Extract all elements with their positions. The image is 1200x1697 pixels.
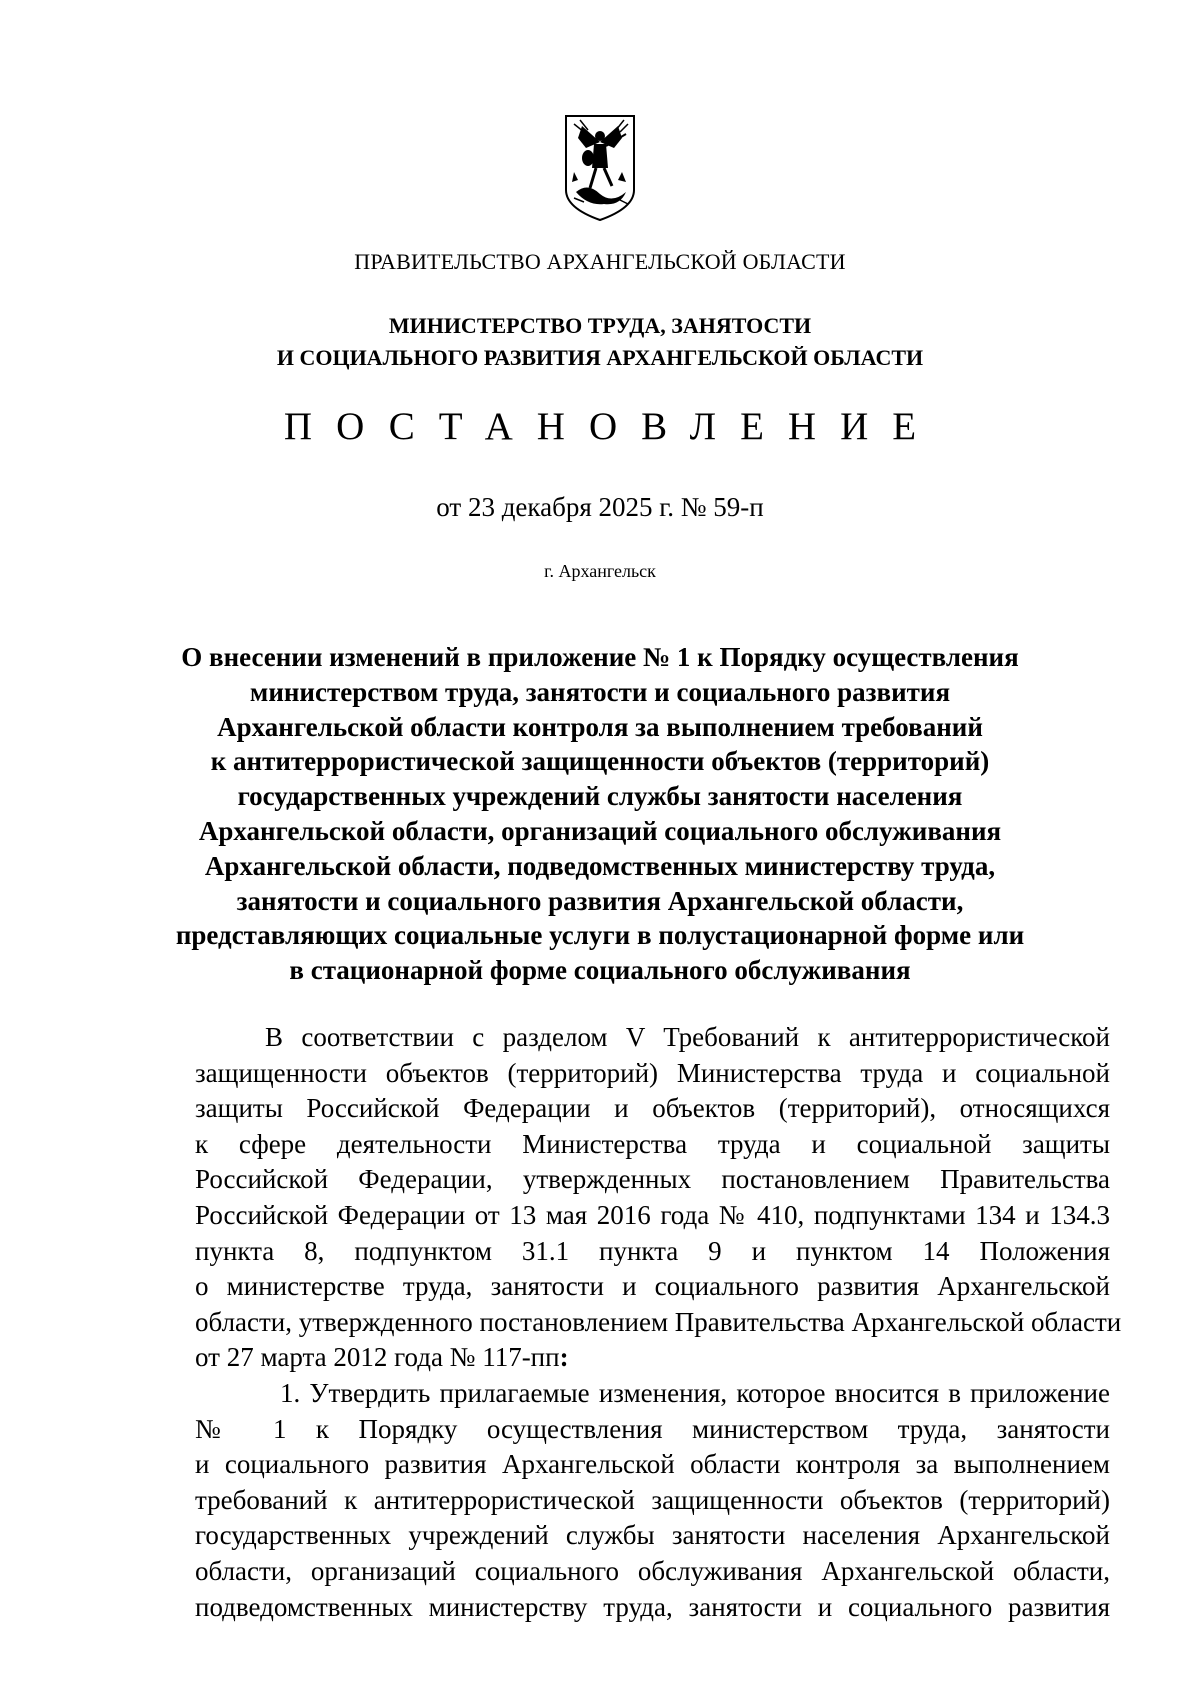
- body-line: области, организаций социального обслуживания Архангельской области,: [195, 1555, 1110, 1586]
- title-line: государственных учреждений службы занятости населения: [237, 781, 963, 812]
- document-type: ПОСТАНОВЛЕНИЕ: [283, 405, 941, 448]
- ministry-line-2: И СОЦИАЛЬНОГО РАЗВИТИЯ АРХАНГЕЛЬСКОЙ ОБЛАСТИ: [276, 345, 924, 370]
- body-line: области, утвержденного постановлением Правительства Архангельской области: [195, 1306, 1122, 1337]
- body-line: Российской Федерации, утвержденных постановлением Правительства: [195, 1164, 1110, 1195]
- body-line: В соответствии с разделом V Требований к антитеррористической: [265, 1022, 1110, 1052]
- title-line: Архангельской области контроля за выполнением требований: [217, 711, 983, 742]
- title-line: к антитеррористической защищенности объектов (территорий): [210, 746, 990, 777]
- document-title: [0, 640, 1200, 988]
- body-line-last: [195, 1340, 1110, 1376]
- body-line: и социального развития Архангельской области контроля за выполнением: [195, 1449, 1110, 1480]
- body-line: пункта 8, подпунктом 31.1 пункта 9 и пунктом 14 Положения: [195, 1235, 1110, 1266]
- title-line: представляющих социальные услуги в полустационарной форме или: [175, 920, 1025, 951]
- body-line: требований к антитеррористической защищенности объектов (территорий): [195, 1484, 1110, 1515]
- title-line: занятости и социального развития Архангельской области,: [236, 885, 964, 916]
- title-line: министерством труда, занятости и социального развития: [249, 676, 951, 707]
- body-line: Российской Федерации от 13 мая 2016 года № 410, подпунктами 134 и 134.3: [195, 1199, 1110, 1230]
- body-line: № 1 к Порядку осуществления министерством труда, занятости: [195, 1413, 1110, 1444]
- city: г. Архангельск: [544, 561, 656, 581]
- document-body: [195, 1020, 1122, 1625]
- body-line: подведомственных министерству труда, занятости и социального развития: [195, 1591, 1110, 1622]
- title-line: в стационарной форме социального обслуживания: [289, 955, 911, 986]
- body-line-text: от 27 марта 2012 года № 117-пп: [195, 1342, 560, 1373]
- body-line: государственных учреждений службы занятости населения Архангельской: [195, 1520, 1110, 1551]
- body-line: к сфере деятельности Министерства труда и социальной защиты: [195, 1128, 1110, 1159]
- ministry-line-1: МИНИСТЕРСТВО ТРУДА, ЗАНЯТОСТИ: [388, 313, 812, 338]
- body-line: 1. Утвердить прилагаемые изменения, которое вносится в приложение: [280, 1377, 1110, 1408]
- government-name: ПРАВИТЕЛЬСТВО АРХАНГЕЛЬСКОЙ ОБЛАСТИ: [354, 249, 846, 274]
- date-and-number: от 23 декабря 2025 г. № 59-п: [436, 492, 764, 522]
- arkhangelsk-coat-of-arms-icon: [560, 112, 640, 224]
- title-line: Архангельской области, организаций социального обслуживания: [198, 815, 1002, 846]
- title-line: О внесении изменений в приложение № 1 к Порядку осуществления: [181, 642, 1019, 672]
- body-line: защищенности объектов (территорий) Министерства труда и социальной: [195, 1057, 1110, 1088]
- body-colon: :: [559, 1342, 569, 1373]
- title-line: Архангельской области, подведомственных министерству труда,: [204, 850, 996, 881]
- ministry-name: [0, 310, 1200, 374]
- body-line: защиты Российской Федерации и объектов (территорий), относящихся: [195, 1093, 1110, 1124]
- body-line: о министерстве труда, занятости и социального развития Архангельской: [195, 1271, 1110, 1302]
